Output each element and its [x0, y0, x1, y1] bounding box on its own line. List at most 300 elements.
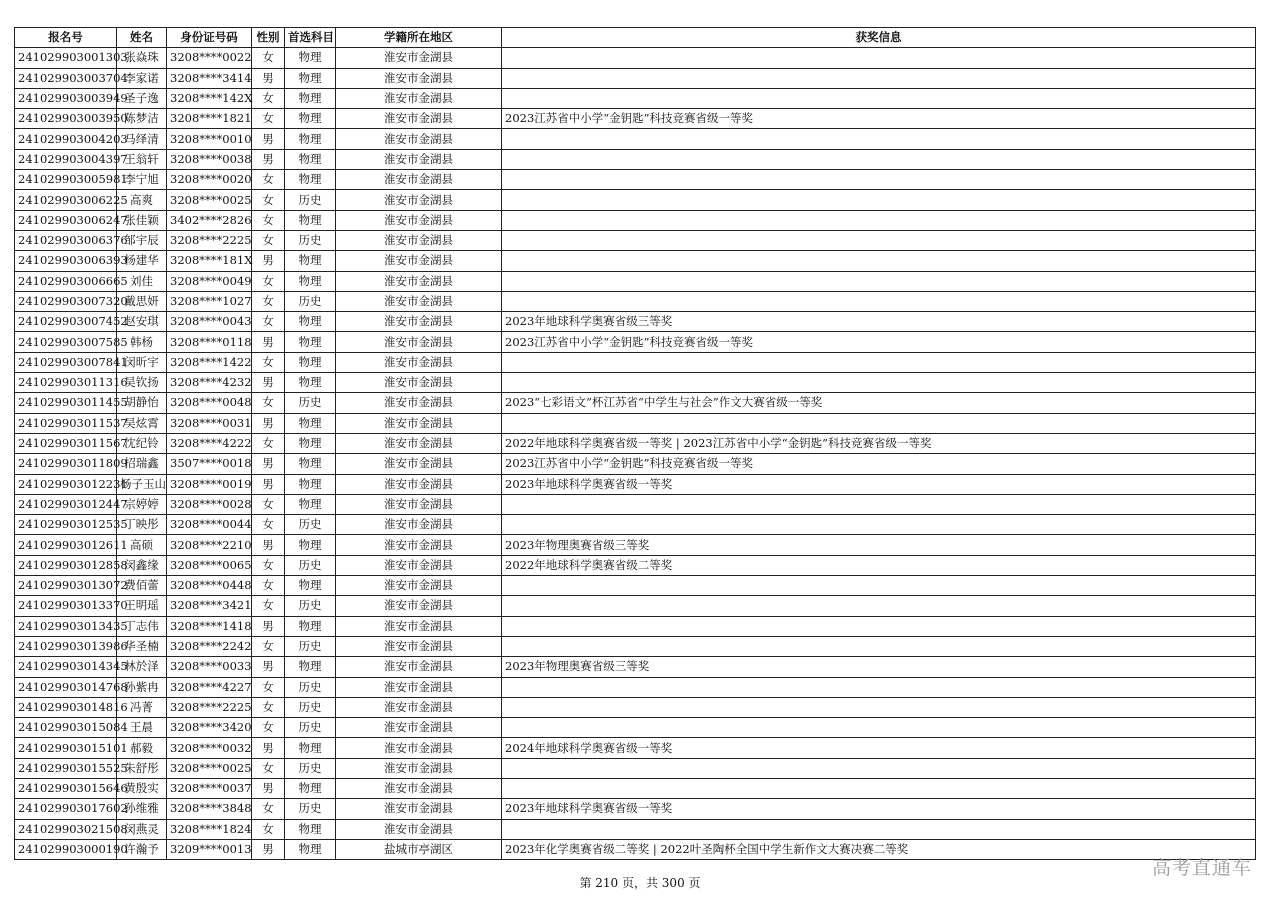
cell-school-region: 淮安市金湖县	[336, 109, 502, 129]
cell-id-number: 3208****0010	[167, 129, 252, 149]
cell-registration-number: 241029903012611	[15, 535, 117, 555]
cell-school-region: 淮安市金湖县	[336, 433, 502, 453]
cell-awards: 2023年地球科学奥赛省级一等奖	[502, 474, 1256, 494]
cell-awards: 2023年物理奥赛省级三等奖	[502, 657, 1256, 677]
table-row	[15, 718, 1256, 738]
header-awards: 获奖信息	[502, 28, 1256, 48]
table-row	[15, 413, 1256, 433]
cell-id-number: 3208****0025	[167, 190, 252, 210]
cell-name: 冯菁	[117, 697, 167, 717]
cell-awards: 2022年地球科学奥赛省级二等奖	[502, 555, 1256, 575]
cell-id-number: 3208****2210	[167, 535, 252, 555]
cell-school-region: 淮安市金湖县	[336, 251, 502, 271]
cell-id-number: 3507****0018	[167, 454, 252, 474]
cell-school-region: 盐城市亭湖区	[336, 839, 502, 859]
cell-primary-subject: 物理	[285, 109, 336, 129]
cell-registration-number: 241029903017602	[15, 799, 117, 819]
cell-id-number: 3208****2225	[167, 230, 252, 250]
cell-primary-subject: 历史	[285, 758, 336, 778]
cell-gender: 女	[252, 170, 285, 190]
cell-id-number: 3208****1418	[167, 616, 252, 636]
cell-name: 沈纪铃	[117, 433, 167, 453]
cell-registration-number: 241029903012535	[15, 515, 117, 535]
cell-awards	[502, 819, 1256, 839]
cell-registration-number: 241029903007585	[15, 332, 117, 352]
cell-gender: 女	[252, 109, 285, 129]
cell-school-region: 淮安市金湖县	[336, 413, 502, 433]
cell-id-number: 3208****0031	[167, 413, 252, 433]
cell-registration-number: 241029903013370	[15, 596, 117, 616]
cell-registration-number: 241029903007841	[15, 352, 117, 372]
cell-name: 张焱珠	[117, 48, 167, 68]
cell-gender: 女	[252, 677, 285, 697]
cell-primary-subject: 物理	[285, 210, 336, 230]
table-row	[15, 149, 1256, 169]
table-row	[15, 839, 1256, 859]
cell-id-number: 3208****0065	[167, 555, 252, 575]
cell-primary-subject: 历史	[285, 515, 336, 535]
cell-gender: 女	[252, 697, 285, 717]
cell-gender: 男	[252, 616, 285, 636]
cell-school-region: 淮安市金湖县	[336, 210, 502, 230]
cell-registration-number: 241029903004203	[15, 129, 117, 149]
table-row	[15, 48, 1256, 68]
cell-awards	[502, 758, 1256, 778]
cell-id-number: 3208****0043	[167, 312, 252, 332]
cell-registration-number: 241029903013072	[15, 576, 117, 596]
cell-gender: 女	[252, 48, 285, 68]
cell-id-number: 3208****3420	[167, 718, 252, 738]
cell-gender: 男	[252, 251, 285, 271]
cell-gender: 男	[252, 129, 285, 149]
cell-id-number: 3208****3848	[167, 799, 252, 819]
cell-awards	[502, 778, 1256, 798]
cell-registration-number: 241029903013435	[15, 616, 117, 636]
cell-name: 闵昕宇	[117, 352, 167, 372]
cell-name: 张佳颖	[117, 210, 167, 230]
cell-school-region: 淮安市金湖县	[336, 596, 502, 616]
cell-registration-number: 241029903007452	[15, 312, 117, 332]
table-row	[15, 312, 1256, 332]
header-id-number: 身份证号码	[167, 28, 252, 48]
cell-awards	[502, 576, 1256, 596]
cell-gender: 男	[252, 474, 285, 494]
cell-primary-subject: 历史	[285, 697, 336, 717]
cell-name: 韩杨	[117, 332, 167, 352]
cell-name: 陈梦洁	[117, 109, 167, 129]
cell-registration-number: 241029903021508	[15, 819, 117, 839]
cell-name: 杨建华	[117, 251, 167, 271]
cell-gender: 女	[252, 312, 285, 332]
cell-id-number: 3208****4227	[167, 677, 252, 697]
table-row	[15, 515, 1256, 535]
cell-primary-subject: 物理	[285, 433, 336, 453]
cell-registration-number: 241029903003949	[15, 88, 117, 108]
cell-id-number: 3208****0033	[167, 657, 252, 677]
cell-school-region: 淮安市金湖县	[336, 393, 502, 413]
cell-awards	[502, 718, 1256, 738]
cell-gender: 男	[252, 413, 285, 433]
cell-school-region: 淮安市金湖县	[336, 718, 502, 738]
table-row	[15, 271, 1256, 291]
cell-awards: 2023江苏省中小学“金钥匙”科技竞赛省级一等奖	[502, 454, 1256, 474]
cell-gender: 女	[252, 494, 285, 514]
cell-name: 王明瑶	[117, 596, 167, 616]
cell-primary-subject: 物理	[285, 170, 336, 190]
cell-id-number: 3208****3421	[167, 596, 252, 616]
cell-name: 孙维雅	[117, 799, 167, 819]
watermark-logo-text: 高考直通车	[1151, 857, 1252, 879]
cell-registration-number: 241029903015646	[15, 778, 117, 798]
cell-id-number: 3208****0049	[167, 271, 252, 291]
table-row	[15, 291, 1256, 311]
cell-id-number: 3208****0019	[167, 474, 252, 494]
cell-name: 高硕	[117, 535, 167, 555]
table-row	[15, 819, 1256, 839]
cell-name: 朱舒彤	[117, 758, 167, 778]
cell-primary-subject: 物理	[285, 149, 336, 169]
table-row	[15, 799, 1256, 819]
cell-registration-number: 241029903003950	[15, 109, 117, 129]
cell-name: 杨子玉山	[117, 474, 167, 494]
cell-awards	[502, 271, 1256, 291]
cell-school-region: 淮安市金湖县	[336, 657, 502, 677]
cell-registration-number: 241029903012858	[15, 555, 117, 575]
cell-awards	[502, 129, 1256, 149]
cell-name: 招瑞鑫	[117, 454, 167, 474]
cell-gender: 女	[252, 88, 285, 108]
cell-primary-subject: 物理	[285, 251, 336, 271]
cell-name: 闵鑫缘	[117, 555, 167, 575]
cell-registration-number: 241029903014345	[15, 657, 117, 677]
cell-id-number: 3208****181X	[167, 251, 252, 271]
cell-awards: 2023年物理奥赛省级三等奖	[502, 535, 1256, 555]
cell-id-number: 3402****2826	[167, 210, 252, 230]
cell-gender: 女	[252, 596, 285, 616]
cell-name: 许瀚予	[117, 839, 167, 859]
cell-awards	[502, 190, 1256, 210]
cell-school-region: 淮安市金湖县	[336, 129, 502, 149]
cell-id-number: 3209****0013	[167, 839, 252, 859]
cell-id-number: 3208****1824	[167, 819, 252, 839]
table-row	[15, 535, 1256, 555]
table-row	[15, 778, 1256, 798]
cell-awards: 2023江苏省中小学“金钥匙”科技竞赛省级一等奖	[502, 332, 1256, 352]
table-row	[15, 393, 1256, 413]
cell-id-number: 3208****1821	[167, 109, 252, 129]
cell-registration-number: 241029903015525	[15, 758, 117, 778]
cell-name: 高爽	[117, 190, 167, 210]
cell-name: 宗婷婷	[117, 494, 167, 514]
cell-school-region: 淮安市金湖县	[336, 373, 502, 393]
cell-primary-subject: 历史	[285, 230, 336, 250]
table-row	[15, 88, 1256, 108]
cell-id-number: 3208****0044	[167, 515, 252, 535]
cell-primary-subject: 物理	[285, 738, 336, 758]
cell-name: 邹宇辰	[117, 230, 167, 250]
cell-primary-subject: 物理	[285, 352, 336, 372]
cell-registration-number: 241029903004397	[15, 149, 117, 169]
cell-id-number: 3208****0020	[167, 170, 252, 190]
cell-registration-number: 241029903007320	[15, 291, 117, 311]
cell-primary-subject: 物理	[285, 68, 336, 88]
cell-awards	[502, 494, 1256, 514]
cell-name: 王翁轩	[117, 149, 167, 169]
cell-registration-number: 241029903003704	[15, 68, 117, 88]
cell-id-number: 3208****1027	[167, 291, 252, 311]
cell-primary-subject: 物理	[285, 271, 336, 291]
cell-name: 吴钦扬	[117, 373, 167, 393]
cell-registration-number: 241029903012447	[15, 494, 117, 514]
cell-gender: 男	[252, 68, 285, 88]
cell-id-number: 3208****0048	[167, 393, 252, 413]
cell-name: 吴炫霄	[117, 413, 167, 433]
cell-awards	[502, 636, 1256, 656]
cell-name: 刘佳	[117, 271, 167, 291]
cell-gender: 女	[252, 291, 285, 311]
cell-gender: 男	[252, 657, 285, 677]
cell-primary-subject: 物理	[285, 474, 336, 494]
cell-primary-subject: 物理	[285, 129, 336, 149]
cell-id-number: 3208****0037	[167, 778, 252, 798]
cell-name: 孙紫冉	[117, 677, 167, 697]
table-row	[15, 616, 1256, 636]
cell-id-number: 3208****4222	[167, 433, 252, 453]
cell-id-number: 3208****0025	[167, 758, 252, 778]
cell-primary-subject: 历史	[285, 596, 336, 616]
table-row	[15, 352, 1256, 372]
cell-primary-subject: 物理	[285, 535, 336, 555]
table-row	[15, 332, 1256, 352]
cell-registration-number: 241029903005981	[15, 170, 117, 190]
cell-id-number: 3208****0032	[167, 738, 252, 758]
cell-name: 胡静怡	[117, 393, 167, 413]
cell-awards	[502, 515, 1256, 535]
cell-awards	[502, 149, 1256, 169]
cell-school-region: 淮安市金湖县	[336, 758, 502, 778]
cell-registration-number: 241029903011567	[15, 433, 117, 453]
cell-name: 赵安琪	[117, 312, 167, 332]
cell-awards	[502, 170, 1256, 190]
table-row	[15, 454, 1256, 474]
cell-registration-number: 241029903014816	[15, 697, 117, 717]
cell-registration-number: 241029903011809	[15, 454, 117, 474]
cell-name: 圣子逸	[117, 88, 167, 108]
cell-id-number: 3208****3414	[167, 68, 252, 88]
cell-registration-number: 241029903011316	[15, 373, 117, 393]
cell-primary-subject: 历史	[285, 190, 336, 210]
table-row	[15, 190, 1256, 210]
cell-registration-number: 241029903011455	[15, 393, 117, 413]
cell-school-region: 淮安市金湖县	[336, 555, 502, 575]
cell-gender: 女	[252, 190, 285, 210]
header-registration-number: 报名号	[15, 28, 117, 48]
cell-primary-subject: 物理	[285, 494, 336, 514]
cell-id-number: 3208****0038	[167, 149, 252, 169]
cell-gender: 女	[252, 636, 285, 656]
header-school-region: 学籍所在地区	[336, 28, 502, 48]
cell-gender: 女	[252, 433, 285, 453]
cell-registration-number: 241029903006393	[15, 251, 117, 271]
cell-gender: 男	[252, 149, 285, 169]
header-name: 姓名	[117, 28, 167, 48]
cell-primary-subject: 物理	[285, 48, 336, 68]
cell-id-number: 3208****0022	[167, 48, 252, 68]
table-body	[15, 48, 1256, 860]
cell-primary-subject: 物理	[285, 454, 336, 474]
cell-school-region: 淮安市金湖县	[336, 48, 502, 68]
cell-awards	[502, 616, 1256, 636]
cell-school-region: 淮安市金湖县	[336, 332, 502, 352]
cell-school-region: 淮安市金湖县	[336, 697, 502, 717]
cell-id-number: 3208****0118	[167, 332, 252, 352]
cell-awards	[502, 413, 1256, 433]
cell-name: 林於泽	[117, 657, 167, 677]
cell-school-region: 淮安市金湖县	[336, 738, 502, 758]
cell-school-region: 淮安市金湖县	[336, 677, 502, 697]
cell-registration-number: 241029903006665	[15, 271, 117, 291]
cell-awards	[502, 68, 1256, 88]
table-row	[15, 68, 1256, 88]
cell-registration-number: 241029903015101	[15, 738, 117, 758]
cell-id-number: 3208****1422	[167, 352, 252, 372]
table-row	[15, 494, 1256, 514]
cell-gender: 男	[252, 535, 285, 555]
cell-school-region: 淮安市金湖县	[336, 312, 502, 332]
cell-gender: 女	[252, 393, 285, 413]
cell-school-region: 淮安市金湖县	[336, 190, 502, 210]
cell-primary-subject: 物理	[285, 819, 336, 839]
cell-name: 王晨	[117, 718, 167, 738]
cell-primary-subject: 历史	[285, 718, 336, 738]
cell-school-region: 淮安市金湖县	[336, 352, 502, 372]
cell-primary-subject: 物理	[285, 576, 336, 596]
cell-gender: 女	[252, 515, 285, 535]
cell-gender: 女	[252, 230, 285, 250]
cell-id-number: 3208****4232	[167, 373, 252, 393]
cell-primary-subject: 历史	[285, 677, 336, 697]
table-row	[15, 697, 1256, 717]
cell-awards: 2023“七彩语文”杯江苏省“中学生与社会”作文大赛省级一等奖	[502, 393, 1256, 413]
cell-primary-subject: 物理	[285, 373, 336, 393]
table-row	[15, 230, 1256, 250]
cell-gender: 男	[252, 839, 285, 859]
cell-awards	[502, 230, 1256, 250]
table-row	[15, 373, 1256, 393]
cell-awards	[502, 677, 1256, 697]
cell-awards: 2023年地球科学奥赛省级三等奖	[502, 312, 1256, 332]
cell-primary-subject: 物理	[285, 616, 336, 636]
cell-gender: 男	[252, 332, 285, 352]
cell-school-region: 淮安市金湖县	[336, 636, 502, 656]
cell-name: 李宁旭	[117, 170, 167, 190]
cell-school-region: 淮安市金湖县	[336, 515, 502, 535]
cell-awards: 2023年化学奥赛省级二等奖 | 2022叶圣陶杯全国中学生新作文大赛决赛二等奖	[502, 839, 1256, 859]
cell-primary-subject: 历史	[285, 393, 336, 413]
cell-school-region: 淮安市金湖县	[336, 68, 502, 88]
table-header-row	[15, 28, 1256, 48]
cell-id-number: 3208****142X	[167, 88, 252, 108]
cell-awards: 2022年地球科学奥赛省级一等奖 | 2023江苏省中小学“金钥匙”科技竞赛省级一等奖	[502, 433, 1256, 453]
table-row	[15, 109, 1256, 129]
cell-registration-number: 241029903006247	[15, 210, 117, 230]
cell-name: 马绎清	[117, 129, 167, 149]
cell-name: 戴思妍	[117, 291, 167, 311]
cell-school-region: 淮安市金湖县	[336, 535, 502, 555]
table-row	[15, 210, 1256, 230]
cell-primary-subject: 物理	[285, 312, 336, 332]
cell-awards	[502, 697, 1256, 717]
cell-registration-number: 241029903000190	[15, 839, 117, 859]
cell-school-region: 淮安市金湖县	[336, 474, 502, 494]
table-row	[15, 433, 1256, 453]
cell-name: 华圣楠	[117, 636, 167, 656]
table-row	[15, 170, 1256, 190]
cell-gender: 男	[252, 738, 285, 758]
cell-school-region: 淮安市金湖县	[336, 454, 502, 474]
cell-primary-subject: 历史	[285, 291, 336, 311]
table-row	[15, 474, 1256, 494]
cell-primary-subject: 物理	[285, 657, 336, 677]
cell-school-region: 淮安市金湖县	[336, 149, 502, 169]
cell-awards	[502, 251, 1256, 271]
cell-gender: 女	[252, 555, 285, 575]
cell-name: 黄殷实	[117, 778, 167, 798]
table-row	[15, 636, 1256, 656]
cell-name: 李家诺	[117, 68, 167, 88]
table-row	[15, 251, 1256, 271]
cell-registration-number: 241029903013986	[15, 636, 117, 656]
roster-table	[14, 27, 1256, 860]
cell-school-region: 淮安市金湖县	[336, 778, 502, 798]
cell-name: 闵燕灵	[117, 819, 167, 839]
cell-awards: 2023年地球科学奥赛省级一等奖	[502, 799, 1256, 819]
table-row	[15, 129, 1256, 149]
cell-primary-subject: 物理	[285, 839, 336, 859]
table-row	[15, 677, 1256, 697]
cell-id-number: 3208****0028	[167, 494, 252, 514]
cell-gender: 女	[252, 799, 285, 819]
cell-school-region: 淮安市金湖县	[336, 291, 502, 311]
cell-gender: 男	[252, 778, 285, 798]
cell-name: 丁映彤	[117, 515, 167, 535]
cell-registration-number: 241029903012231	[15, 474, 117, 494]
table-row	[15, 596, 1256, 616]
cell-gender: 女	[252, 758, 285, 778]
cell-awards	[502, 373, 1256, 393]
cell-registration-number: 241029903014768	[15, 677, 117, 697]
cell-id-number: 3208****2242	[167, 636, 252, 656]
cell-primary-subject: 物理	[285, 332, 336, 352]
cell-school-region: 淮安市金湖县	[336, 616, 502, 636]
cell-primary-subject: 物理	[285, 413, 336, 433]
cell-primary-subject: 物理	[285, 778, 336, 798]
cell-primary-subject: 历史	[285, 555, 336, 575]
cell-awards: 2024年地球科学奥赛省级一等奖	[502, 738, 1256, 758]
cell-id-number: 3208****2225	[167, 697, 252, 717]
cell-school-region: 淮安市金湖县	[336, 88, 502, 108]
cell-school-region: 淮安市金湖县	[336, 819, 502, 839]
cell-primary-subject: 历史	[285, 636, 336, 656]
cell-school-region: 淮安市金湖县	[336, 170, 502, 190]
cell-gender: 女	[252, 576, 285, 596]
cell-awards: 2023江苏省中小学“金钥匙”科技竞赛省级一等奖	[502, 109, 1256, 129]
cell-gender: 女	[252, 718, 285, 738]
cell-registration-number: 241029903006225	[15, 190, 117, 210]
cell-primary-subject: 物理	[285, 88, 336, 108]
cell-awards	[502, 210, 1256, 230]
cell-name: 郝毅	[117, 738, 167, 758]
